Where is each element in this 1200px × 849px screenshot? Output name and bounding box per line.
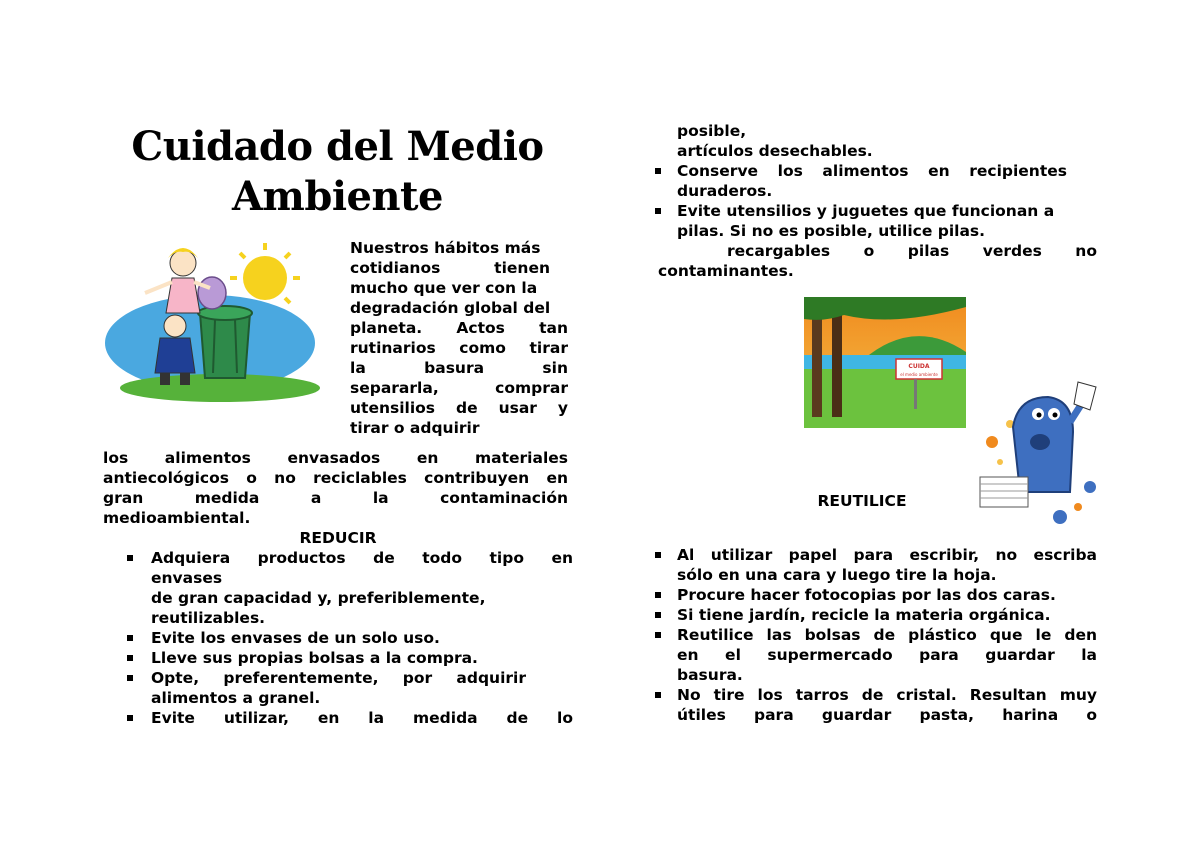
list-item [103, 628, 573, 648]
list-item [652, 545, 1097, 585]
list-item [652, 625, 1097, 685]
item-line: sólo en una cara y luego tire la hoja. [677, 566, 997, 584]
item-line: en el supermercado para guardar la [677, 646, 1097, 664]
list-item [652, 201, 1097, 261]
list-item [652, 685, 1097, 725]
intro-line: cotidianos tienen [350, 259, 550, 277]
list-item [103, 648, 573, 668]
sign-subtext: el medio ambiente [900, 372, 938, 377]
continuation-line: gran medida a la contaminación [103, 489, 568, 507]
intro-line: utensilios de usar y [350, 399, 568, 417]
intro-line: Nuestros hábitos más [350, 239, 541, 257]
recycling-bin [198, 306, 252, 378]
paper-stack-icon [980, 477, 1028, 507]
list-item [103, 708, 573, 728]
continuation-line: medioambiental. [103, 509, 251, 527]
intro-line: planeta. Actos tan [350, 319, 568, 337]
intro-continuation [103, 448, 568, 528]
item-line: Evite utensilios y juguetes que funcionan a [677, 202, 1055, 220]
item-line: reutilizables. [151, 609, 266, 627]
trash-bag [198, 277, 226, 309]
intro-line: la basura sin [350, 359, 568, 377]
item-line: Si tiene jardín, recicle la materia orgánica. [677, 606, 1051, 624]
title-line-2: Ambiente [232, 173, 443, 220]
reducir-heading [103, 528, 573, 548]
item-line: alimentos a granel. [151, 689, 321, 707]
intro-line: separarla, comprar [350, 379, 568, 397]
intro-line: mucho que ver con la [350, 279, 538, 297]
list-item [103, 548, 573, 628]
continuation-line: posible, [677, 122, 747, 140]
intro-line: degradación global del [350, 299, 551, 317]
title-line-1: Cuidado del Medio [131, 123, 544, 170]
item-line: duraderos. [677, 182, 773, 200]
item-line: Evite los envases de un solo uso. [151, 629, 440, 647]
item-line: Evite utilizar, en la medida de lo [151, 709, 573, 727]
item-line: de gran capacidad y, preferiblemente, [151, 589, 486, 607]
item-line: pilas. Si no es posible, utilice pilas. [677, 222, 986, 240]
item-line: Lleve sus propias bolsas a la compra. [151, 649, 478, 667]
intro-line: rutinarios como tirar [350, 339, 568, 357]
reutilice-heading-text: REUTILICE [817, 492, 907, 510]
reducir-heading-text: REDUCIR [299, 529, 377, 547]
item-line: No tire los tarros de cristal. Resultan muy [677, 686, 1097, 704]
item-line: Al utilizar papel para escribir, no escriba [677, 546, 1097, 564]
item-line: Adquiera productos de todo tipo en [151, 549, 573, 567]
sign-text: CUIDA [908, 363, 930, 370]
list-item [103, 668, 573, 708]
continuation-line: antiecológicos o no reciclables contribuyen en [103, 469, 568, 487]
intro-paragraph [350, 238, 568, 438]
continuation-line: artículos desechables. [677, 142, 873, 160]
item-line: envases [151, 569, 223, 587]
recycling-mascot-illustration [978, 352, 1100, 527]
item-line: recargables o pilas verdes no [727, 242, 1097, 260]
sun-icon [230, 243, 300, 303]
mascot-icon [1013, 382, 1096, 492]
item-line: basura. [677, 666, 743, 684]
list-item [652, 585, 1097, 605]
item-line: Reutilice las bolsas de plástico que le den [677, 626, 1097, 644]
tail-line: contaminantes. [658, 262, 794, 280]
item-line: útiles para guardar pasta, harina o [677, 706, 1097, 724]
nature-sign-picture [804, 297, 966, 428]
reducir-list [103, 548, 573, 728]
item-line: Conserve los alimentos en recipientes [677, 162, 1067, 180]
list-item [652, 161, 1097, 201]
page-title [105, 122, 570, 222]
continuation-line: los alimentos envasados en materiales [103, 449, 568, 467]
reutilice-list [652, 545, 1097, 725]
list-item [652, 605, 1097, 625]
item-line: Procure hacer fotocopias por las dos caras. [677, 586, 1056, 604]
item-line: Opte, preferentemente, por adquirir [151, 669, 526, 687]
right-top-text [652, 121, 1097, 281]
intro-line: tirar o adquirir [350, 419, 480, 437]
kids-recycling-illustration [100, 238, 320, 403]
